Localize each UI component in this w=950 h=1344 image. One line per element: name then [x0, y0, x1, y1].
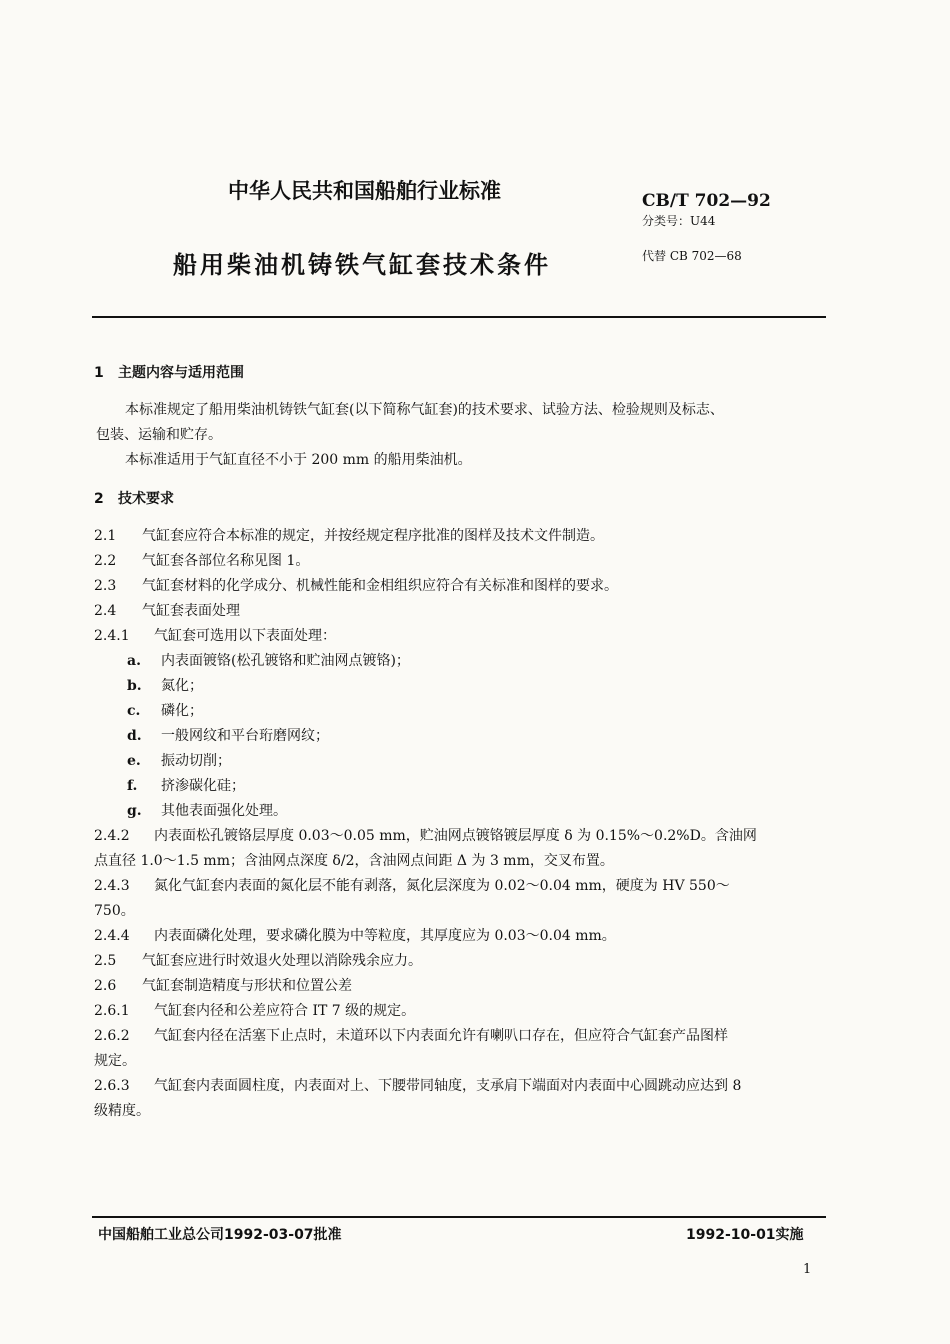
- clause-number: 2.6.1: [94, 1003, 130, 1019]
- clause-text: 内表面松孔镀铬层厚度 0.03～0.05 mm，贮油网点镀铬镀层厚度 δ 为 0.15%～0.2%D。含油网: [154, 828, 757, 844]
- clause-number: 2.1: [94, 528, 117, 544]
- clause-number: 2.6: [94, 978, 117, 994]
- list-marker: g.: [127, 803, 142, 819]
- list-marker: c.: [127, 703, 141, 719]
- clause-2-4: [94, 601, 240, 621]
- clause-2-6-3-cont: 级精度。: [94, 1103, 150, 1119]
- implementation-date: 1992-10-01实施: [686, 1227, 804, 1243]
- clause-number: 2.6.2: [94, 1028, 130, 1044]
- list-text: 氮化；: [161, 678, 203, 694]
- clause-2-4-1: [94, 626, 336, 646]
- clause-text: 气缸套制造精度与形状和位置公差: [142, 978, 352, 994]
- clause-number: 2.2: [94, 553, 117, 569]
- clause-text: 内表面磷化处理，要求磷化膜为中等粒度，其厚度应为 0.03～0.04 mm。: [154, 928, 616, 944]
- clause-number: 2.4.1: [94, 628, 130, 644]
- list-marker: f.: [127, 778, 138, 794]
- standard-code: CB/T 702—92: [642, 191, 771, 211]
- clause-number: 2.5: [94, 953, 117, 969]
- list-text: 振动切削；: [161, 753, 231, 769]
- list-item: [127, 651, 410, 671]
- clause-text: 气缸套内径和公差应符合 IT 7 级的规定。: [154, 1003, 416, 1019]
- section-title: 技术要求: [118, 491, 174, 507]
- section-number: 2: [94, 491, 104, 507]
- list-marker: b.: [127, 678, 142, 694]
- list-text: 一般网纹和平台珩磨网纹；: [161, 728, 329, 744]
- list-text: 其他表面强化处理。: [161, 803, 287, 819]
- clause-2-6-3: [94, 1076, 741, 1096]
- clause-2-3: [94, 576, 618, 596]
- clause-2-2: [94, 551, 309, 571]
- clause-2-6-2: [94, 1026, 728, 1046]
- clause-2-4-2: [94, 826, 757, 846]
- document-title: 船用柴油机铸铁气缸套技术条件: [173, 251, 551, 279]
- standard-header-title: 中华人民共和国船舶行业标准: [228, 179, 501, 203]
- section-1-heading: [94, 362, 244, 382]
- list-item: [127, 801, 287, 821]
- list-text: 挤渗碳化硅；: [161, 778, 245, 794]
- clause-text: 气缸套可选用以下表面处理：: [154, 628, 336, 644]
- clause-number: 2.4.2: [94, 828, 130, 844]
- clause-2-4-4: [94, 926, 616, 946]
- clause-2-6-2-cont: 规定。: [94, 1053, 136, 1069]
- clause-2-4-3: [94, 876, 730, 896]
- clause-text: 气缸套表面处理: [142, 603, 240, 619]
- clause-text: 气缸套应进行时效退火处理以消除残余应力。: [142, 953, 422, 969]
- section-1-paragraph-2: 本标准适用于气缸直径不小于 200 mm 的船用柴油机。: [125, 452, 472, 468]
- section-1-paragraph-1: 本标准规定了船用柴油机铸铁气缸套(以下简称气缸套)的技术要求、试验方法、检验规则及标志、: [125, 402, 724, 418]
- clause-number: 2.4.4: [94, 928, 130, 944]
- footer-divider: [92, 1216, 826, 1218]
- section-1-paragraph-1-cont: 包装、运输和贮存。: [96, 427, 222, 443]
- list-text: 内表面镀铬(松孔镀铬和贮油网点镀铬)；: [161, 653, 410, 669]
- clause-2-5: [94, 951, 422, 971]
- approval-line: 中国船舶工业总公司1992-03-07批准: [98, 1227, 342, 1243]
- list-text: 磷化；: [161, 703, 203, 719]
- section-number: 1: [94, 365, 104, 381]
- page-number: 1: [803, 1262, 812, 1277]
- clause-text: 氮化气缸套内表面的氮化层不能有剥落，氮化层深度为 0.02～0.04 mm，硬度为 HV 550～: [154, 878, 730, 894]
- clause-number: 2.4.3: [94, 878, 130, 894]
- clause-2-6-1: [94, 1001, 415, 1021]
- clause-text: 气缸套内表面圆柱度，内表面对上、下腰带同轴度，支承肩下端面对内表面中心圆跳动应达到 8: [154, 1078, 742, 1094]
- clause-text: 气缸套内径在活塞下止点时，未道环以下内表面允许有喇叭口存在，但应符合气缸套产品图样: [154, 1028, 728, 1044]
- clause-number: 2.3: [94, 578, 117, 594]
- list-item: [127, 676, 203, 696]
- clause-2-4-3-cont: 750。: [94, 903, 135, 919]
- clause-2-1: [94, 526, 604, 546]
- list-item: [127, 726, 329, 746]
- list-item: [127, 701, 203, 721]
- list-marker: d.: [127, 728, 142, 744]
- replaces-standard: 代替 CB 702—68: [642, 249, 742, 263]
- list-marker: e.: [127, 753, 141, 769]
- clause-2-6: [94, 976, 352, 996]
- clause-text: 气缸套应符合本标准的规定，并按经规定程序批准的图样及技术文件制造。: [142, 528, 604, 544]
- clause-text: 气缸套各部位名称见图 1。: [142, 553, 310, 569]
- list-item: [127, 776, 245, 796]
- list-marker: a.: [127, 653, 141, 669]
- classification-number: 分类号：U44: [642, 214, 716, 228]
- clause-number: 2.4: [94, 603, 117, 619]
- list-item: [127, 751, 231, 771]
- header-divider: [92, 316, 826, 318]
- section-2-heading: [94, 488, 174, 508]
- section-title: 主题内容与适用范围: [118, 365, 244, 381]
- clause-number: 2.6.3: [94, 1078, 130, 1094]
- clause-2-4-2-cont: 点直径 1.0～1.5 mm；含油网点深度 δ/2，含油网点间距 Δ 为 3 mm，交叉布置。: [94, 853, 614, 869]
- clause-text: 气缸套材料的化学成分、机械性能和金相组织应符合有关标准和图样的要求。: [142, 578, 618, 594]
